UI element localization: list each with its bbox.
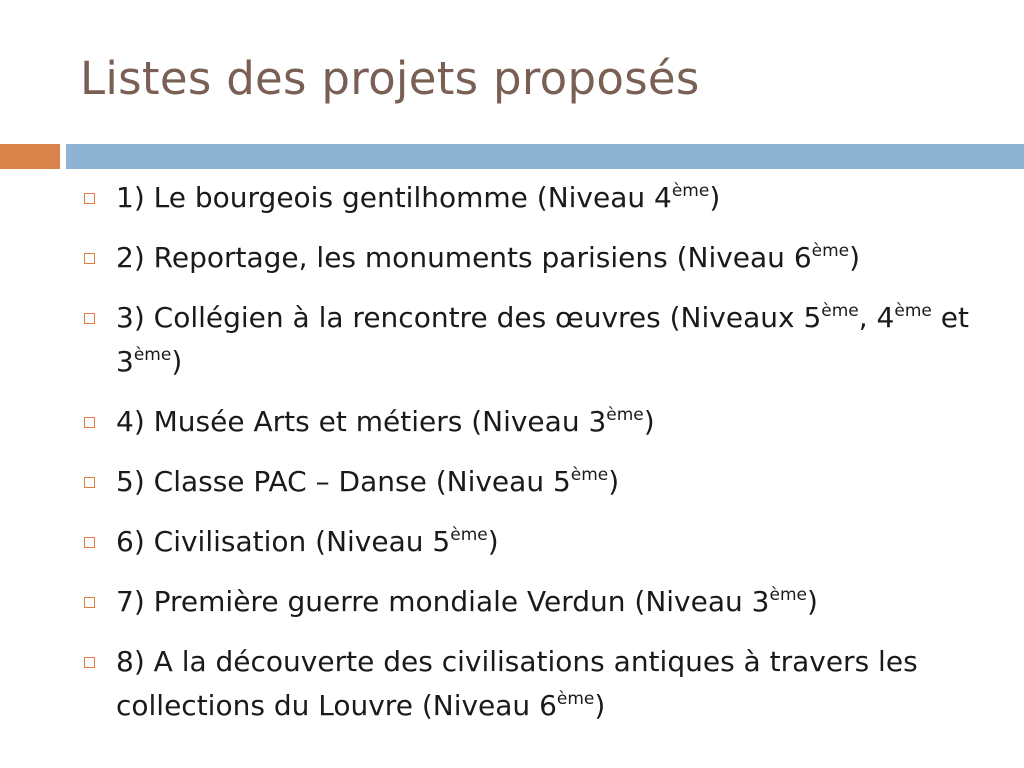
ordinal-superscript: ème [769, 585, 807, 605]
list-item [84, 460, 1004, 504]
bullet-marker-icon [84, 657, 95, 668]
list-item-text: ) [643, 405, 655, 438]
list-item-text: ) [487, 525, 499, 558]
bullet-marker-icon [84, 417, 95, 428]
ordinal-superscript: ème [133, 345, 172, 365]
list-item-text: ) [594, 689, 606, 722]
ordinal-superscript: ème [556, 689, 595, 709]
list-item [84, 580, 1004, 624]
bullet-marker-icon [84, 193, 95, 204]
list-item [84, 236, 1004, 280]
list-item-text: ) [849, 241, 861, 274]
ordinal-superscript: ème [570, 465, 609, 485]
title-accent-bar [0, 144, 60, 169]
list-item-text: 6) Civilisation (Niveau 5 [116, 525, 451, 558]
list-item-text: et 3 [116, 301, 969, 378]
list-item [84, 176, 1004, 220]
list-item [84, 400, 1004, 444]
list-item-text: 7) Première guerre mondiale Verdun (Niveau 3 [116, 585, 770, 618]
list-item-text: 2) Reportage, les monuments parisiens (Niveau 6 [116, 241, 812, 274]
bullet-marker-icon [84, 253, 95, 264]
bullet-marker-icon [84, 313, 95, 324]
list-item-text: 3) Collégien à la rencontre des œuvres (Niveaux 5 [116, 301, 822, 334]
list-item-text: ) [171, 345, 183, 378]
list-item [84, 520, 1004, 564]
ordinal-superscript: ème [894, 301, 932, 321]
ordinal-superscript: ème [450, 525, 488, 545]
ordinal-superscript: ème [821, 301, 859, 321]
list-item-text: , 4 [858, 301, 895, 334]
ordinal-superscript: ème [671, 181, 710, 201]
bullet-marker-icon [84, 537, 95, 548]
list-item-text: ) [806, 585, 818, 618]
bullet-marker-icon [84, 477, 95, 488]
list-item-text: ) [608, 465, 620, 498]
list-item-text: 8) A la découverte des civilisations antiques à travers les collections du Louvre (Niveau 6 [116, 645, 918, 722]
slide-title: Listes des projets proposés [80, 52, 700, 105]
list-item [84, 296, 1004, 384]
list-item-text: 5) Classe PAC – Danse (Niveau 5 [116, 465, 571, 498]
ordinal-superscript: ème [811, 241, 850, 261]
list-item [84, 640, 1004, 728]
project-list [84, 176, 1004, 744]
list-item-text: 4) Musée Arts et métiers (Niveau 3 [116, 405, 607, 438]
title-divider-bar [66, 144, 1024, 169]
list-item-text: 1) Le bourgeois gentilhomme (Niveau 4 [116, 181, 672, 214]
list-item-text: ) [709, 181, 721, 214]
ordinal-superscript: ème [606, 405, 644, 425]
bullet-marker-icon [84, 597, 95, 608]
